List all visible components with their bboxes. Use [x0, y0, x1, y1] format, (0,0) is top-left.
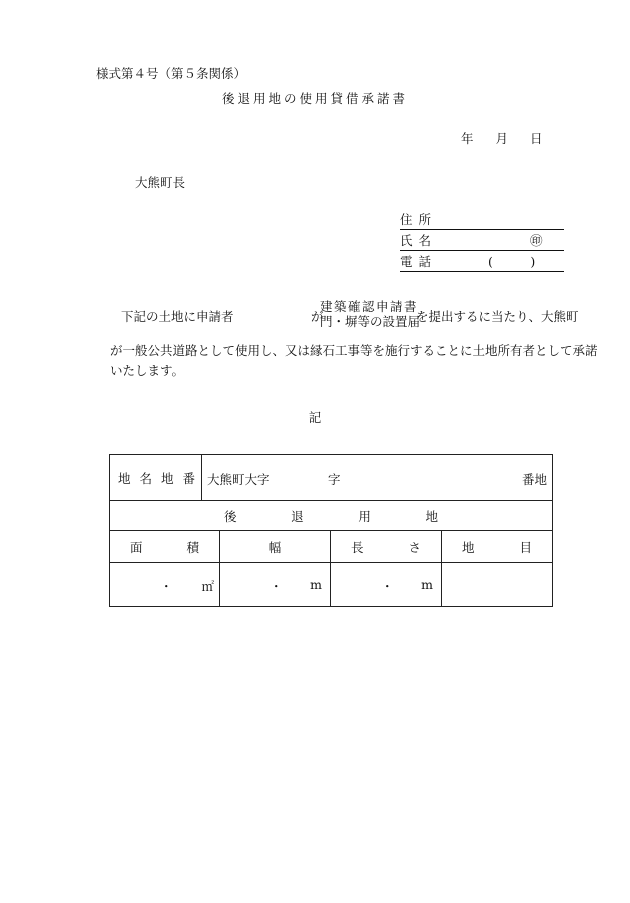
document-type-options	[320, 299, 420, 329]
date-day: 日	[530, 131, 543, 146]
lot-label-cell	[110, 455, 202, 501]
area-value-cell[interactable]	[110, 563, 220, 607]
table-row-values	[110, 563, 553, 607]
header-area: 面 積	[110, 531, 220, 563]
land-table	[109, 454, 553, 607]
phone-parens: ( )	[488, 254, 536, 269]
width-value-cell[interactable]	[220, 563, 331, 607]
address-field[interactable]	[400, 212, 564, 230]
body-line1-end: を提出するに当たり、大熊町	[416, 309, 579, 324]
body-line1-ga: が	[311, 309, 324, 324]
width-decimal-dot: ・	[270, 578, 283, 594]
document-title: 後退用地の使用貸借承諾書	[221, 91, 408, 106]
body-line2: が一般公共道路として使用し、又は縁石工事等を施行することに土地所有者として承諾	[110, 343, 598, 358]
date-month: 月	[495, 131, 509, 146]
seal-mark: ㊞	[530, 233, 543, 248]
lot-label: 地 名 地 番	[118, 470, 195, 486]
recipient: 大熊町長	[135, 175, 186, 190]
length-decimal-dot: ・	[381, 578, 394, 594]
length-value-cell[interactable]	[331, 563, 442, 607]
date-year: 年	[461, 131, 474, 146]
header-width: 幅	[220, 531, 331, 563]
aza-text: 字	[328, 471, 341, 487]
lot-value-cell[interactable]	[202, 455, 553, 501]
form-number: 様式第４号（第５条関係）	[96, 66, 247, 81]
name-field[interactable]	[400, 233, 564, 251]
width-unit: m	[310, 576, 322, 592]
town-text: 大熊町大字	[207, 471, 270, 487]
body-line1-start: 下記の土地に申請者	[121, 309, 234, 324]
phone-label: 電話	[400, 254, 438, 269]
section-title-cell	[110, 501, 553, 531]
doc-option-building-confirmation: 建築確認申請書	[320, 299, 419, 314]
date-line	[461, 131, 543, 147]
header-length: 長 さ	[331, 531, 442, 563]
table-row-lot	[110, 455, 553, 501]
header-land-category: 地 目	[442, 531, 553, 563]
table-row-section	[110, 501, 553, 531]
area-decimal-dot: ・	[160, 578, 173, 594]
body-line3: いたします。	[110, 363, 185, 378]
address-label: 住所	[400, 212, 438, 227]
land-category-value-cell[interactable]	[442, 563, 553, 607]
area-unit: ㎡	[201, 578, 214, 594]
phone-field[interactable]	[400, 254, 564, 272]
length-unit: m	[421, 576, 433, 592]
banchi-text: 番地	[521, 471, 547, 487]
section-title: 後 退 用 地	[224, 508, 438, 524]
table-row-headers	[110, 531, 553, 563]
doc-option-gate-fence: 門・塀等の設置届	[320, 314, 421, 329]
ki-heading: 記	[308, 410, 322, 425]
name-label: 氏名	[400, 233, 438, 248]
